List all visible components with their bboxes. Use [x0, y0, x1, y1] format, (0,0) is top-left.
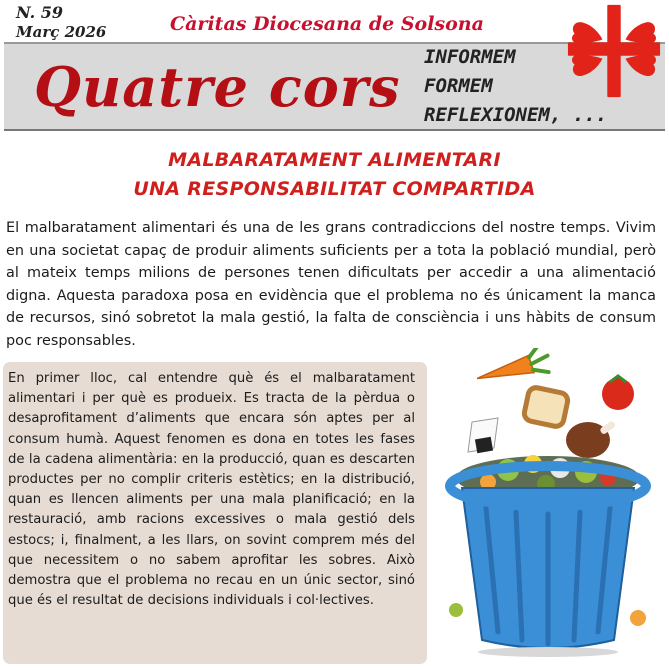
issue-date: Març 2026 — [16, 23, 107, 41]
motto-line: REFLEXIONEM, ... — [424, 104, 608, 126]
text-panel — [3, 362, 427, 664]
headline-line: MALBARATAMENT ALIMENTARI — [168, 149, 501, 171]
motto-line: INFORMEM — [424, 46, 516, 68]
food-waste-bin-icon — [438, 348, 663, 660]
headline-line: UNA RESPONSABILITAT COMPARTIDA — [133, 178, 536, 200]
issue-number: N. 59 — [16, 3, 64, 22]
body-paragraph: En primer lloc, cal entendre què és el malbaratament alimentari i per què es produeix. Es tracta de la pèrdua o desaprofitament d’aliments que encara són aptes per al consum humà. Aquest fenomen es dona en totes les fases de la cadena alimentària: en la producció, quan es descarten productes per no complir criteris estètics; en la distribució, quan es llencen aliments per una mala planificació; en la restauració, amb racions excessives o mala gestió dels estocs; i, finalment, a les llars, on sovint comprem més del que necessitem o no sabem aprofitar les sobres. Això demostra que el problema no recau en un únic sector, sinó que és el resultat de decisions individuals i col·lectives. — [8, 371, 415, 609]
organization-name: Càritas Diocesana de Solsona — [170, 13, 484, 35]
article-headline — [0, 146, 669, 204]
intro-paragraph: El malbaratament alimentari és una de les grans contradiccions del nostre temps. Vivim en una societat capaç de produir aliments suficients per a tota la població mundial, però al mateix temps milions de persones tenen dificultats per accedir a una alimentació digna. Aquesta paradoxa posa en evidència que el problema no és únicament la manca de recursos, sinó sobretot la mala gestió, la falta de consciència i uns hàbits de consum poc responsables. — [6, 220, 656, 349]
publication-title: Quatre cors — [34, 55, 401, 119]
motto-line: FORMEM — [424, 75, 493, 97]
caritas-cross-hearts-icon — [566, 3, 662, 99]
